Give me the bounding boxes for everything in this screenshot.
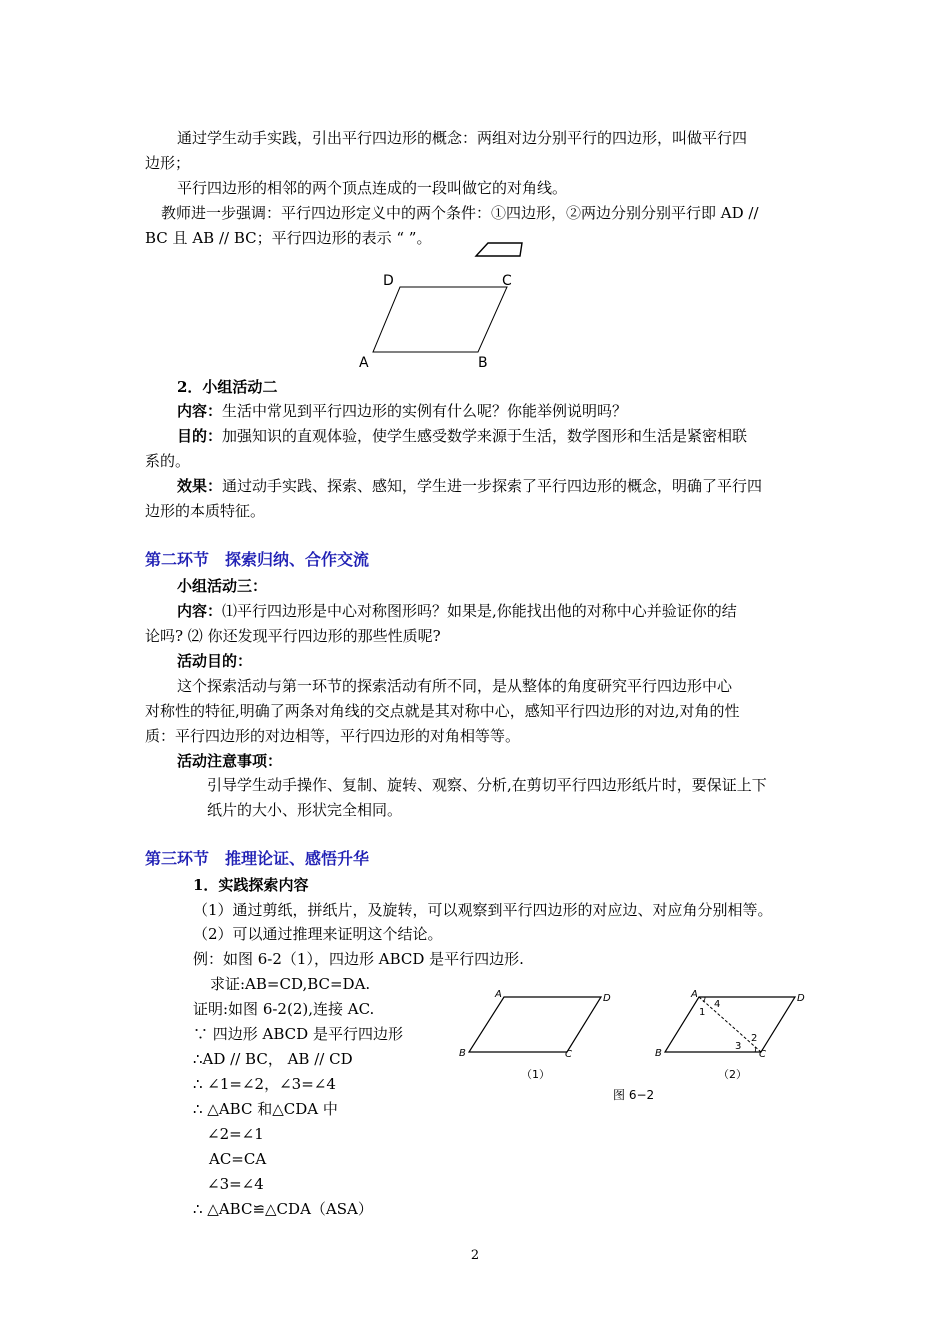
proof-line: ∵ 四边形 ABCD 是平行四边形 [193, 1025, 403, 1043]
activity2-effect-label: 效果： [177, 477, 223, 495]
activity2-effect-line-1: 通过动手实践、探索、感知，学生进一步探索了平行四边形的概念，明确了平行四 [222, 477, 763, 495]
intro-paragraph-1-line-2: 边形； [145, 154, 191, 172]
section2-content-label: 内容： [177, 602, 223, 620]
proof-line: ∠2=∠1 [207, 1125, 264, 1143]
parallelogram-shape [469, 997, 601, 1052]
label-b: B [478, 355, 488, 371]
activity2-content [177, 400, 627, 422]
proof-line: ∴ △ABC 和△CDA 中 [193, 1100, 338, 1118]
angle-label-2: 2 [751, 1033, 758, 1044]
intro-paragraph-2: 平行四边形的相邻的两个顶点连成的一段叫做它的对角线。 [177, 179, 568, 197]
label-d: D [383, 273, 394, 289]
section2-purpose-line-2: 对称性的特征,明确了两条对角线的交点就是其对称中心，感知平行四边形的对边,对角的性 [145, 702, 740, 720]
parallelogram-symbol-icon [474, 240, 524, 260]
section3-heading: 第三环节 推理论证、感悟升华 [145, 849, 370, 868]
angle-arc [755, 1047, 756, 1052]
angle-label-3: 3 [735, 1041, 742, 1052]
intro-paragraph-3-line-1: 教师进一步强调：平行四边形定义中的两个条件：①四边形，②两边分别分别平行即 AD // [161, 204, 759, 222]
parallelogram-shape [373, 287, 507, 352]
activity2-purpose-line-2: 系的。 [145, 452, 191, 470]
label-d: D [797, 993, 805, 1004]
intro-paragraph-3-line-2: BC 且 AB // BC；平行四边形的表示 “ ”。 [145, 229, 432, 247]
caption-part-2: （2） [718, 1068, 747, 1081]
label-a: A [359, 355, 369, 371]
proof-line: ∴ △ABC≌△CDA（ASA） [193, 1200, 373, 1218]
angle-arc [703, 997, 705, 1002]
section3-proof-intro: 证明:如图 6-2(2),连接 AC. [193, 1000, 375, 1018]
section3-example: 例：如图 6-2（1），四边形 ABCD 是平行四边形. [193, 950, 524, 968]
parallelogram-figure-abcd [350, 266, 530, 374]
activity2-effect [177, 475, 762, 497]
activity2-purpose [177, 425, 747, 447]
section2-heading: 第二环节 探索归纳、合作交流 [145, 550, 370, 569]
proof-line: AC=CA [209, 1150, 267, 1168]
section2-purpose-line-3: 质：平行四边形的对边相等，平行四边形的对角相等等。 [145, 727, 521, 745]
activity2-title: 2．小组活动二 [177, 378, 278, 396]
figure-6-2-part-2 [655, 989, 805, 1081]
section2-content [177, 600, 737, 622]
caption-part-1: （1） [521, 1068, 550, 1081]
section3-prove: 求证:AB=CD,BC=DA. [210, 975, 371, 993]
label-c: C [502, 273, 512, 289]
angle-label-4: 4 [714, 999, 721, 1010]
activity2-content-text: 生活中常见到平行四边形的实例有什么呢？你能举例说明吗？ [222, 402, 628, 420]
label-c: C [759, 1049, 766, 1060]
section2-content-line-1: ⑴平行四边形是中心对称图形吗？如果是,你能找出他的对称中心并验证你的结 [222, 602, 737, 620]
figure-6-2 [455, 985, 815, 1107]
proof-line: ∴AD // BC， AB // CD [193, 1050, 353, 1068]
section3-item-2: （2）可以通过推理来证明这个结论。 [193, 925, 443, 943]
section3-item-1: （1）通过剪纸，拼纸片，及旋转，可以观察到平行四边形的对应边、对应角分别相等。 [193, 901, 773, 919]
section2-notes-line-2: 纸片的大小、形状完全相同。 [207, 801, 403, 819]
label-b: B [655, 1048, 662, 1059]
label-c: C [565, 1049, 572, 1060]
section2-activity-title: 小组活动三： [177, 577, 268, 595]
intro-paragraph-1-line-1: 通过学生动手实践，引出平行四边形的概念：两组对边分别平行的四边形，叫做平行四 [177, 129, 748, 147]
figure-6-2-part-1 [459, 989, 611, 1081]
label-a: A [691, 989, 698, 1000]
section2-notes-line-1: 引导学生动手操作、复制、旋转、观察、分析,在剪切平行四边形纸片时，要保证上下 [207, 776, 767, 794]
proof-line: ∠3=∠4 [207, 1175, 264, 1193]
section2-content-line-2: 论吗? ⑵ 你还发现平行四边形的那些性质呢? [145, 627, 441, 645]
label-b: B [459, 1048, 466, 1059]
section2-purpose-title: 活动目的： [177, 652, 253, 670]
label-d: D [603, 993, 611, 1004]
section3-sub-title: 1．实践探索内容 [193, 876, 309, 894]
section2-purpose-line-1: 这个探索活动与第一环节的探索活动有所不同，是从整体的角度研究平行四边形中心 [177, 677, 733, 695]
activity2-purpose-line-1: 加强知识的直观体验，使学生感受数学来源于生活，数学图形和生活是紧密相联 [222, 427, 748, 445]
figure-caption: 图 6−2 [613, 1088, 655, 1102]
angle-label-1: 1 [699, 1007, 706, 1018]
label-a: A [495, 989, 502, 1000]
section2-notes-title: 活动注意事项： [177, 752, 283, 770]
proof-line: ∴ ∠1=∠2，∠3=∠4 [193, 1075, 336, 1093]
activity2-purpose-label: 目的： [177, 427, 223, 445]
activity2-content-label: 内容： [177, 402, 223, 420]
activity2-effect-line-2: 边形的本质特征。 [145, 502, 266, 520]
page-number: 2 [470, 1248, 480, 1263]
